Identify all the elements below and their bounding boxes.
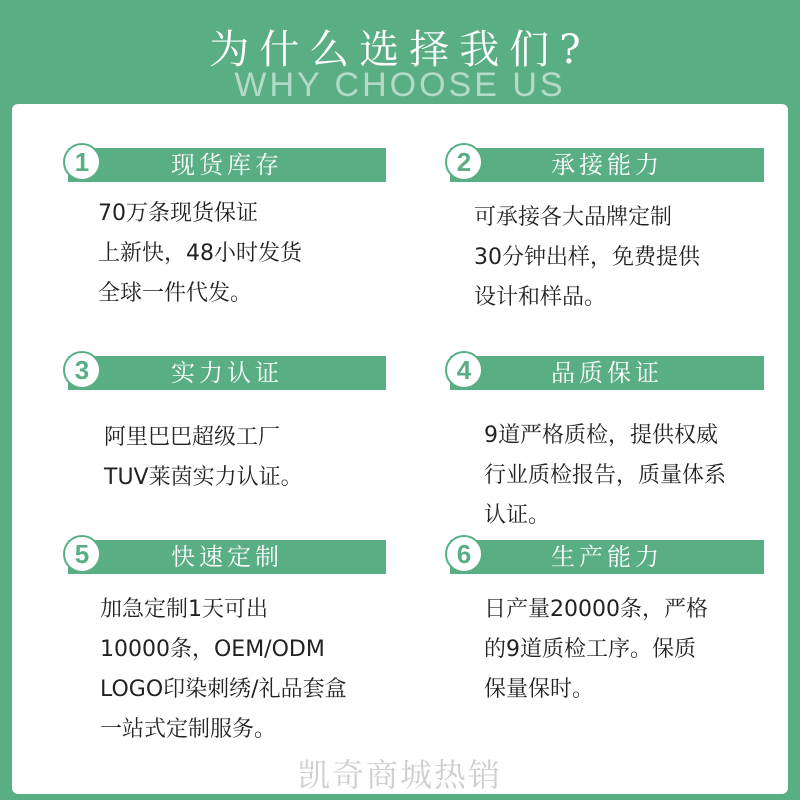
- description-line: 日产量20000条，严格: [484, 597, 708, 622]
- description-line: 10000条，OEM/ODM: [100, 637, 325, 662]
- description-line: 保量保时。: [484, 677, 595, 702]
- description-line: 行业质检报告，质量体系: [484, 463, 727, 488]
- description-line: 70万条现货保证: [98, 201, 258, 226]
- features-card: [12, 104, 788, 794]
- page-title: 为什么选择我们?: [209, 27, 591, 73]
- number-badge: 2: [445, 143, 483, 181]
- description-line: TUV莱茵实力认证。: [104, 465, 303, 490]
- description-line: LOGO印染刺绣/礼品套盒: [100, 677, 347, 702]
- description-line: 设计和样品。: [474, 285, 607, 310]
- description-line: 上新快，48小时发货: [98, 241, 302, 266]
- number-badge: 6: [445, 535, 483, 573]
- feature-header-bar: [450, 356, 764, 390]
- description-line: 认证。: [484, 503, 551, 528]
- feature-description: [98, 194, 302, 314]
- feature-header-bar: [450, 148, 764, 182]
- feature-header-bar: [68, 356, 386, 390]
- feature-description: [104, 418, 303, 498]
- feature-header-bar: [450, 540, 764, 574]
- number-badge: 4: [445, 351, 483, 389]
- number-badge: 3: [63, 351, 101, 389]
- description-line: 9道严格质检，提供权威: [484, 423, 718, 448]
- feature-description: [474, 198, 700, 318]
- page-subtitle: WHY CHOOSE US: [234, 66, 566, 104]
- feature-description: [100, 590, 347, 750]
- feature-title: 承接能力: [551, 151, 663, 179]
- number-badge: 5: [63, 535, 101, 573]
- description-line: 的9道质检工序。保质: [484, 637, 696, 662]
- feature-title: 品质保证: [551, 359, 663, 387]
- description-line: 可承接各大品牌定制: [474, 205, 673, 230]
- number-badge: 1: [63, 143, 101, 181]
- description-line: 30分钟出样，免费提供: [474, 245, 700, 270]
- description-line: 全球一件代发。: [98, 281, 253, 306]
- feature-description: [484, 416, 726, 536]
- feature-title: 实力认证: [171, 359, 283, 387]
- watermark-text: 凯奇商城热销: [297, 756, 502, 794]
- feature-header-bar: [68, 148, 386, 182]
- feature-title: 生产能力: [551, 543, 663, 571]
- description-line: 一站式定制服务。: [100, 717, 277, 742]
- description-line: 加急定制1天可出: [100, 597, 268, 622]
- description-line: 阿里巴巴超级工厂: [104, 425, 281, 450]
- feature-title: 快速定制: [171, 543, 283, 571]
- feature-title: 现货库存: [171, 151, 283, 179]
- feature-header-bar: [68, 540, 386, 574]
- feature-description: [484, 590, 708, 710]
